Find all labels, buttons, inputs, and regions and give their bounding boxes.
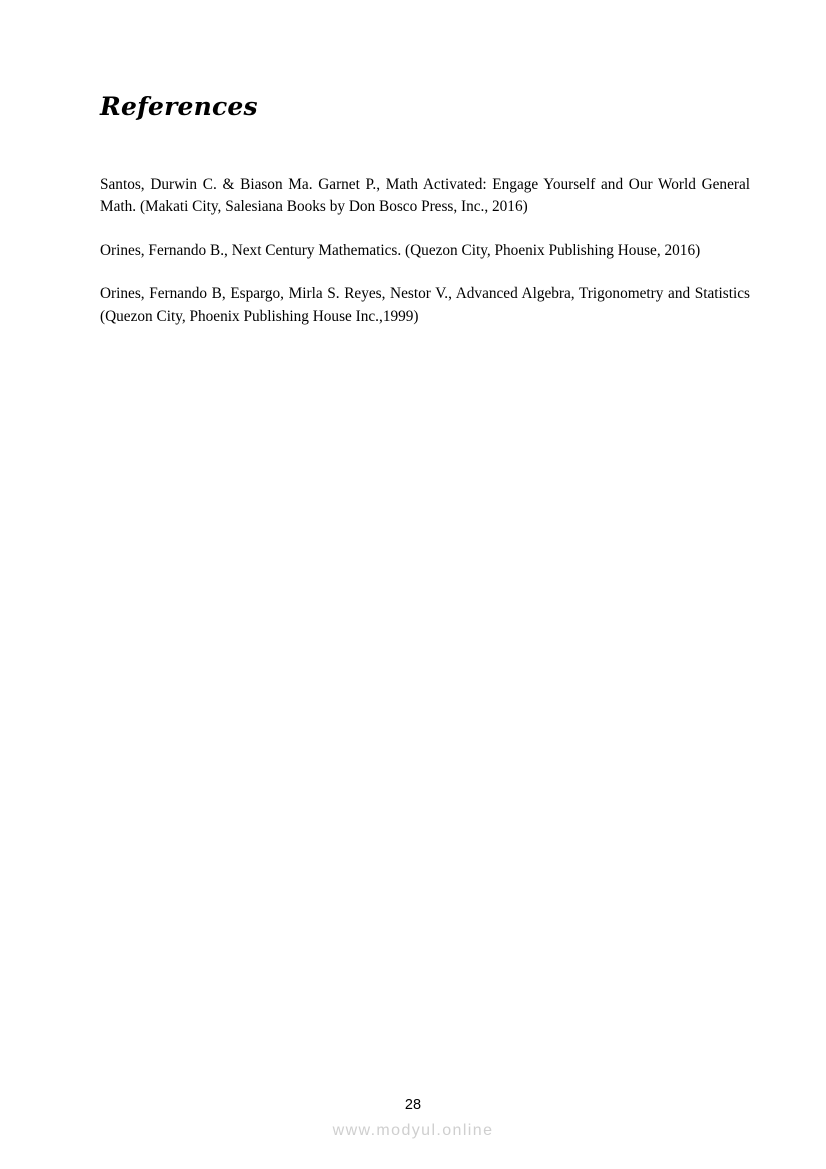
watermark: www.modyul.online <box>332 1122 494 1139</box>
references-list <box>100 174 750 328</box>
page-title: References <box>100 92 258 121</box>
list-item: Santos, Durwin C. & Biason Ma. Garnet P., Math Activated: Engage Yourself and Our World General Math. (Makati City, Salesiana Books by Don Bosco Press, Inc., 2016) <box>100 176 750 216</box>
page-content <box>100 92 750 328</box>
page-number: 28 <box>404 1097 422 1113</box>
list-item: Orines, Fernando B., Next Century Mathematics. (Quezon City, Phoenix Publishing House, 2016) <box>100 241 701 259</box>
list-item: Orines, Fernando B, Espargo, Mirla S. Reyes, Nestor V., Advanced Algebra, Trigonometry and Statistics (Quezon City, Phoenix Publishing House Inc.,1999) <box>100 285 750 325</box>
